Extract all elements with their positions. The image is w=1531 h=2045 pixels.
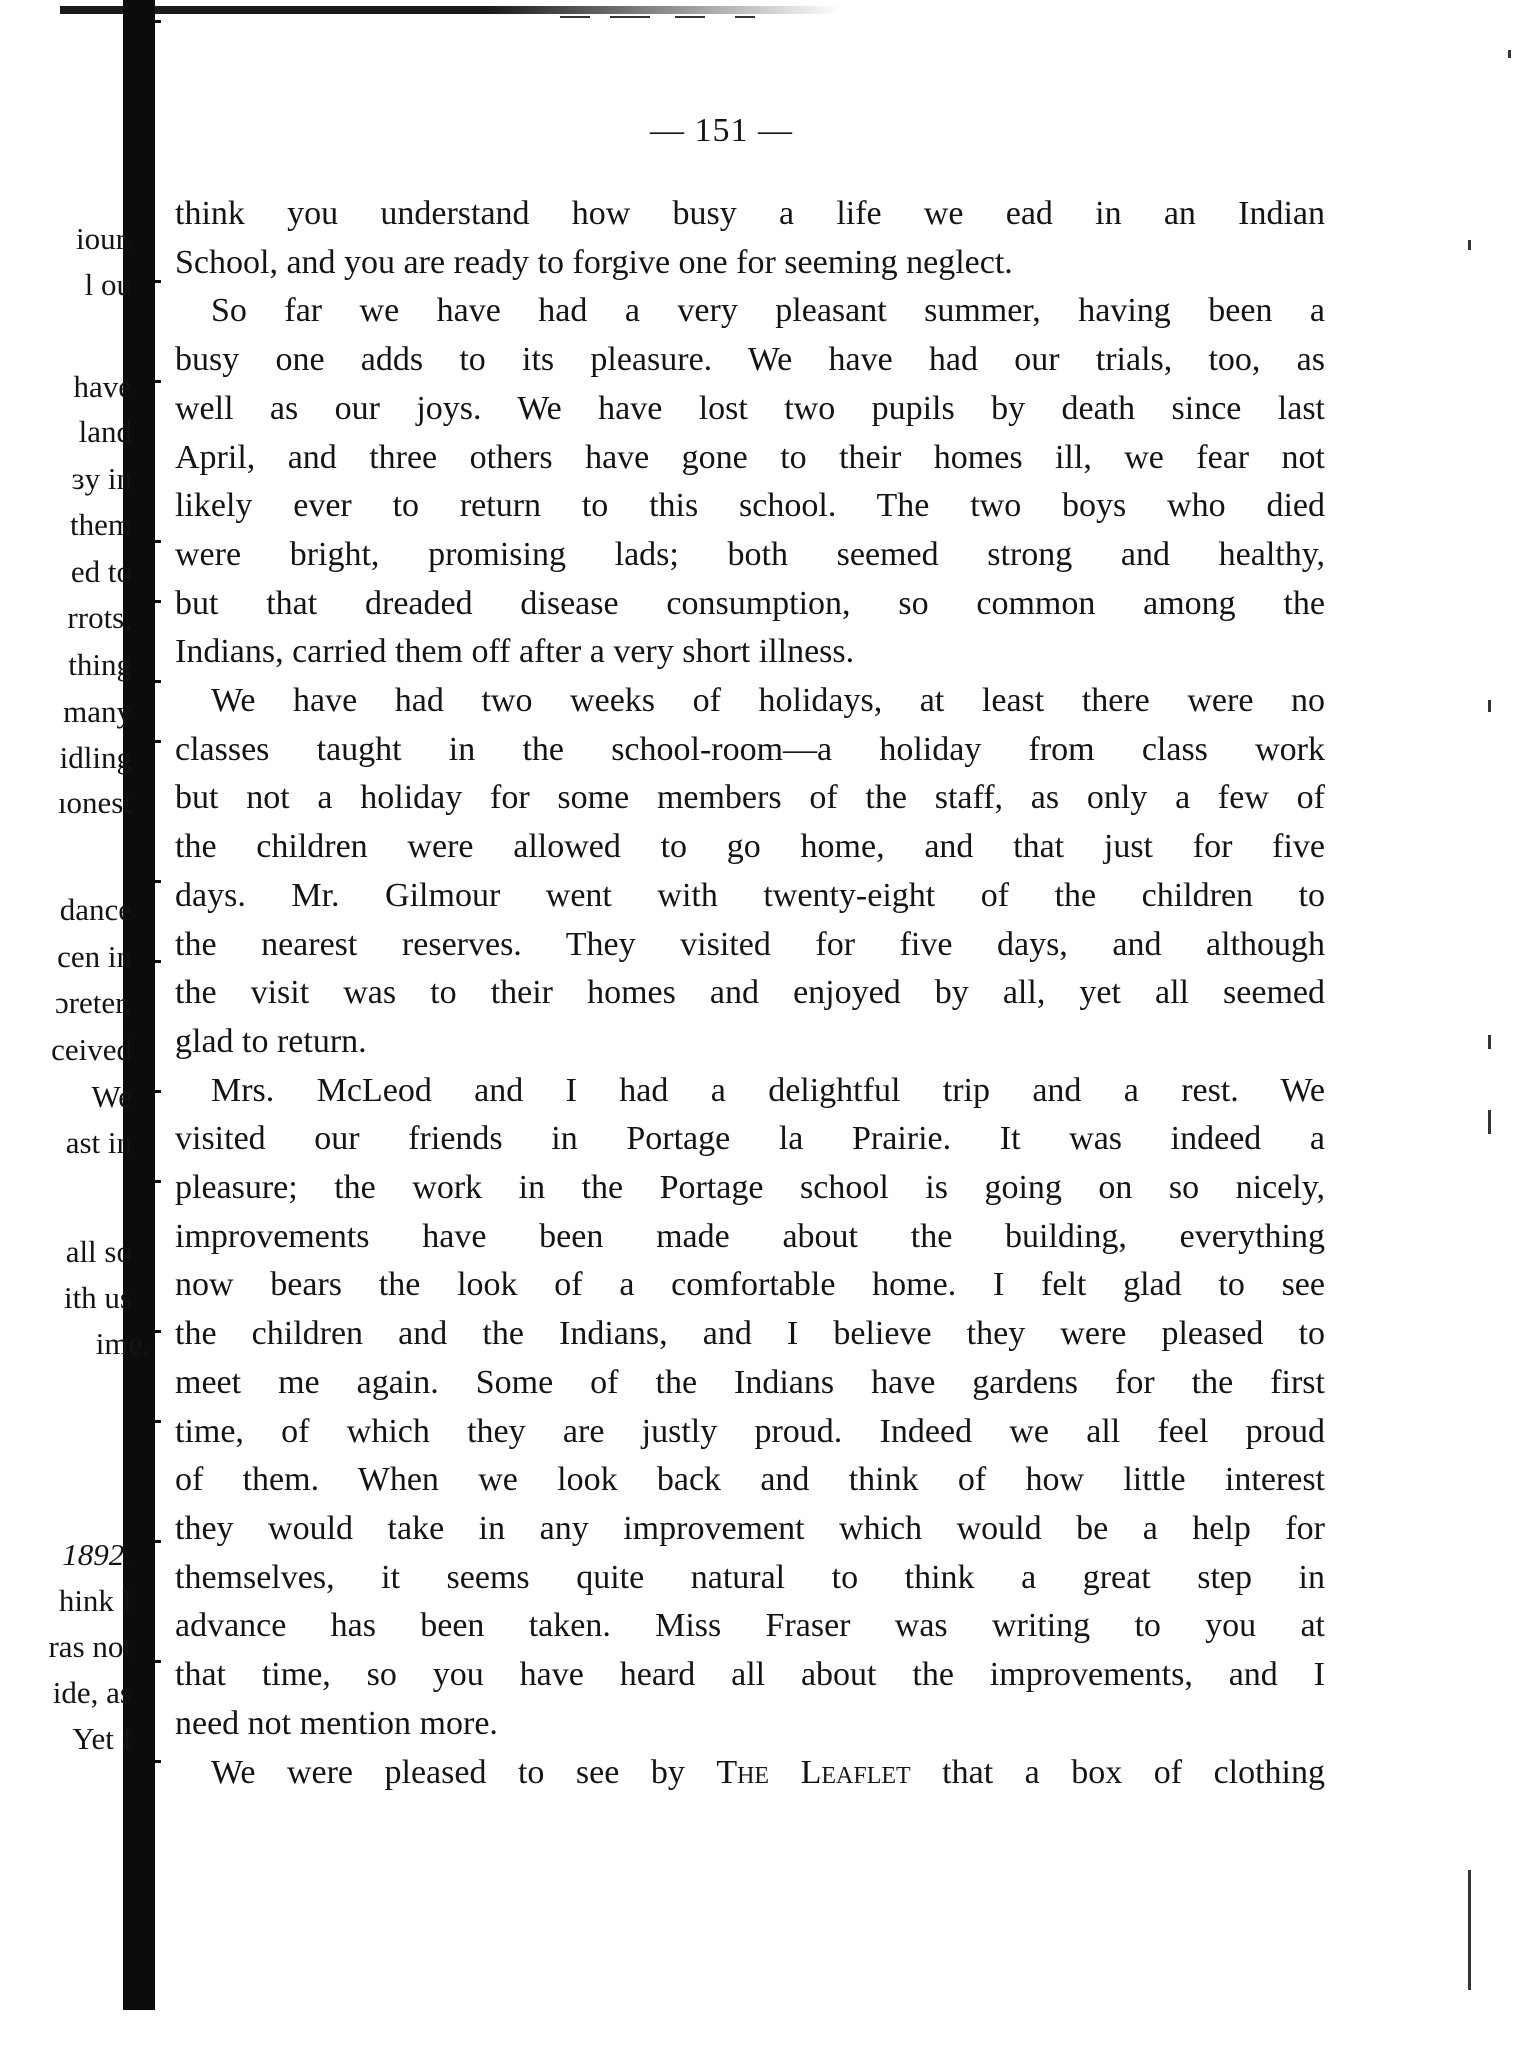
text-line: think you understand how busy a life we ead in an Indian (175, 195, 1325, 232)
margin-fragment: hink I (58, 1583, 132, 1618)
text-line: but not a holiday for some members of the staff, as only a few of (175, 779, 1325, 817)
text-line: Indians, carried them off after a very short illness. (175, 633, 855, 671)
text-line: now bears the look of a comfortable home. I felt glad to see (175, 1266, 1325, 1304)
text-run: that a box of clothing (910, 1753, 1326, 1791)
margin-fragment: ɔreter, (54, 985, 132, 1020)
margin-fragment: l ou (84, 267, 132, 302)
scan-speck (1468, 240, 1471, 250)
text-line: they would take in any improvement which would be a help for (175, 1509, 1325, 1547)
margin-fragment: Yet I (72, 1721, 132, 1756)
margin-fragment: ıonest (57, 785, 132, 820)
paragraph (175, 287, 1325, 677)
text-line: well as our joys. We have lost two pupils by death since last (175, 389, 1325, 427)
text-line: the visit was to their homes and enjoyed by all, yet all seemed (175, 974, 1325, 1012)
margin-fragment: rrots, (67, 600, 132, 635)
text-line: the children were allowed to go home, and that just for five (175, 828, 1325, 866)
text-line: April, and three others have gone to their homes ill, we fear not (175, 438, 1325, 476)
top-rule-dash (735, 16, 755, 18)
margin-fragment: ras not (48, 1629, 132, 1664)
text-line: were bright, promising lads; both seemed strong and healthy, (175, 535, 1325, 573)
text-line: meet me again. Some of the Indians have gardens for the first (175, 1363, 1325, 1401)
text-line: the nearest reserves. They visited for five days, and although (175, 925, 1325, 963)
margin-fragment: have (73, 369, 132, 404)
margin-fragment: iour. (76, 221, 132, 256)
text-run: We were pleased to see by (211, 1753, 717, 1791)
margin-fragment: We (91, 1079, 132, 1114)
margin-fragment: ith us (63, 1280, 132, 1315)
text-line: Mrs. McLeod and I had a delightful trip and a rest. We (211, 1071, 1325, 1109)
publication-title: The Leaflet (716, 1753, 911, 1791)
text-line: days. Mr. Gilmour went with twenty-eight of the children to (175, 876, 1325, 914)
scan-speck (1508, 50, 1511, 58)
margin-fragment: thing (68, 647, 132, 682)
text-line: classes taught in the school-room—a holiday from class work (175, 730, 1325, 768)
text-line: glad to return. (175, 1022, 367, 1060)
scan-speck (1468, 1870, 1471, 1990)
paragraph (175, 1749, 1325, 1798)
text-line: the children and the Indians, and I believe they were pleased to (175, 1315, 1325, 1353)
text-line: need not mention more. (175, 1704, 498, 1742)
margin-fragment: land (78, 414, 132, 449)
margin-fragment: ide, as (52, 1675, 132, 1710)
margin-fragment: cen in (57, 939, 132, 974)
paragraph (175, 190, 1325, 287)
text-line: So far we have had a very pleasant summer, having been a (211, 292, 1325, 330)
paragraph (175, 1067, 1325, 1749)
text-line: visited our friends in Portage la Prairie. It was indeed a (175, 1120, 1325, 1158)
margin-fragment: many (63, 694, 132, 729)
top-rule-dash (675, 16, 705, 18)
text-line: improvements have been made about the building, everything (175, 1217, 1325, 1255)
scan-speck (1488, 1035, 1491, 1049)
text-line (175, 1749, 1325, 1798)
text-line: but that dreaded disease consumption, so common among the (175, 584, 1325, 622)
text-line: We have had two weeks of holidays, at least there were no (211, 682, 1325, 720)
body-text (175, 190, 1325, 1797)
text-line: advance has been taken. Miss Fraser was writing to you at (175, 1607, 1325, 1645)
margin-fragment: idling (59, 740, 132, 775)
margin-fragment: them (70, 507, 132, 542)
page-number: — 151 — (650, 112, 793, 149)
scan-speck (1488, 1110, 1491, 1134)
scan-speck (1488, 700, 1491, 712)
margin-fragment: ime. (95, 1326, 150, 1361)
margin-fragment: all so (65, 1234, 132, 1269)
margin-fragment: dance (59, 892, 132, 927)
text-line: busy one adds to its pleasure. We have had our trials, too, as (175, 341, 1325, 379)
top-rule-dash (560, 16, 590, 18)
text-line: School, and you are ready to forgive one for seeming neglect. (175, 243, 1013, 281)
margin-fragment: ɜy in (71, 461, 132, 496)
text-line: themselves, it seems quite natural to think a great step in (175, 1558, 1325, 1596)
text-line: likely ever to return to this school. The two boys who died (175, 487, 1325, 525)
text-line: that time, so you have heard all about the improvements, and I (175, 1656, 1325, 1694)
margin-fragment: ceived (51, 1032, 132, 1067)
margin-fragment: ed to (70, 554, 132, 589)
paragraph (175, 677, 1325, 1067)
text-line: time, of which they are justly proud. Indeed we all feel proud (175, 1412, 1325, 1450)
margin-fragment: ast in (65, 1125, 132, 1160)
top-rule (60, 6, 840, 14)
text-line: of them. When we look back and think of how little interest (175, 1461, 1325, 1499)
margin-fragment: 1892. (62, 1537, 132, 1572)
text-line: pleasure; the work in the Portage school is going on so nicely, (175, 1169, 1325, 1207)
top-rule-dash (610, 16, 650, 18)
